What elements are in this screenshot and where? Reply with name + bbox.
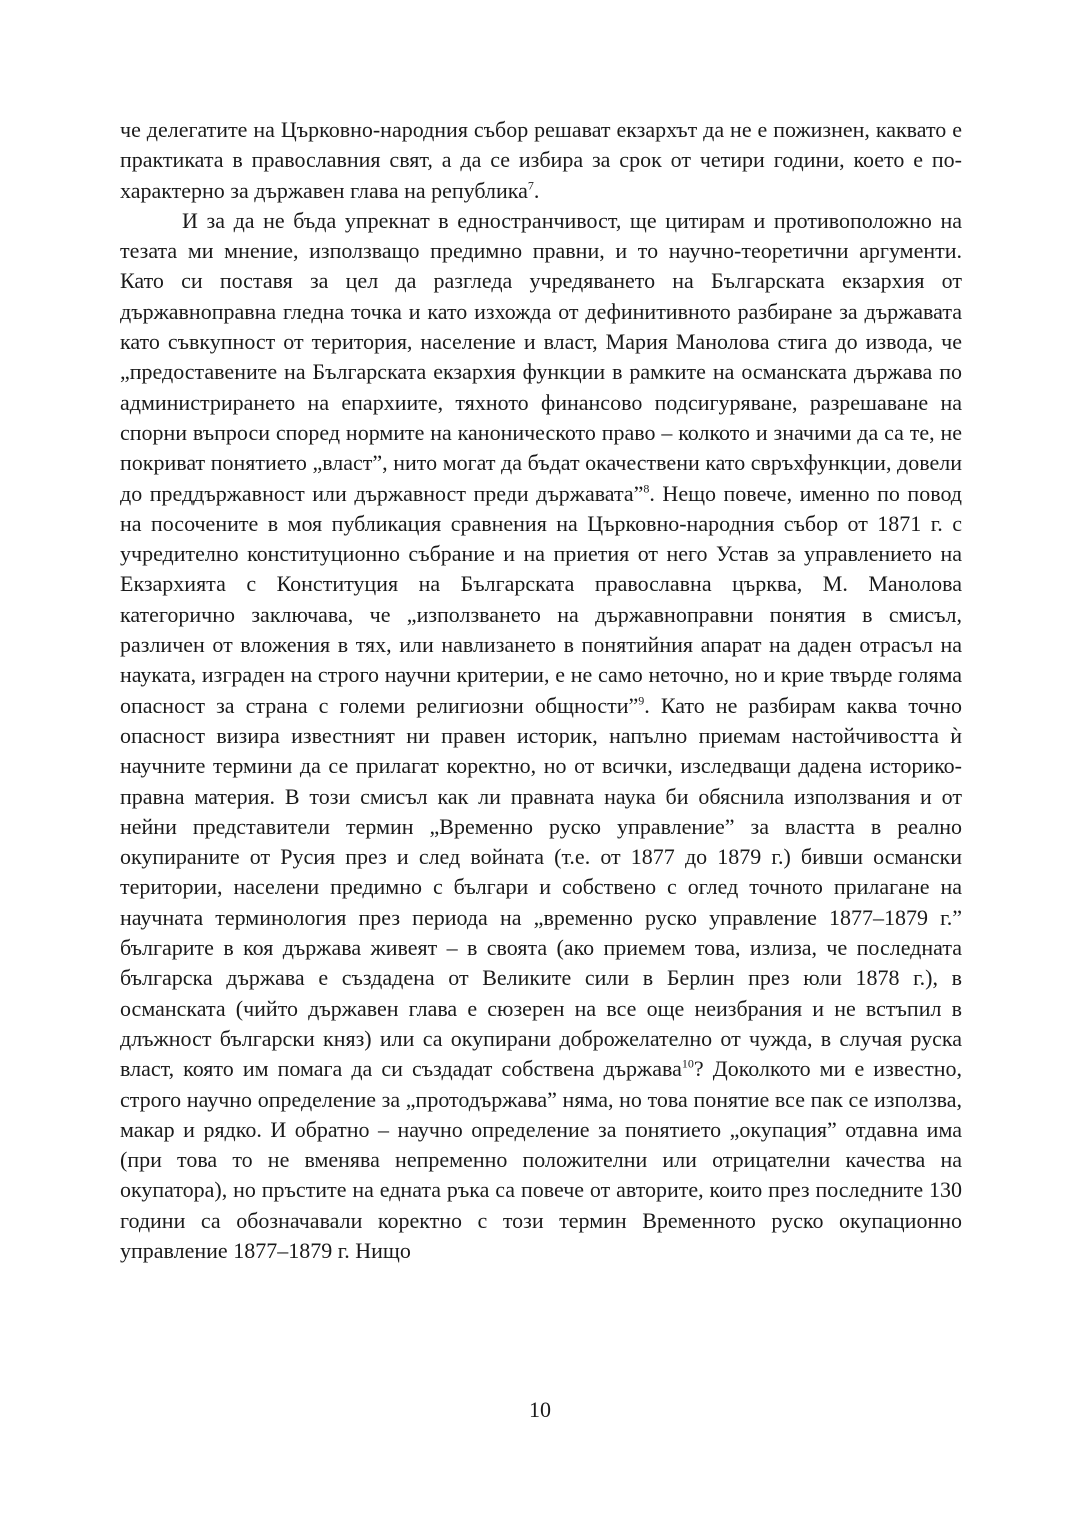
- paragraph-2-text-2: . Нещо повече, именно по повод на посочените в моя публикация сравнения на Църковно-народния събор от 1871 г. с учредително конституционно събрание и на приетия от него Устав за управлението на Екзархията с Конституция на Българската православна църква, М. Манолова категорично заключава, че „използването на държавноправни понятия в смисъл, различен от вложения в тях, или навлизането в понятийния апарат на даден отрасъл на науката, изграден на строго научни критерии, е не само неточно, но и крие твърде голяма опасност за страна с големи религиозни общности”: [120, 480, 962, 718]
- paragraph-2-text-3: . Като не разбирам каква точно опасност визира известният ни правен историк, напълно приемам настойчивостта ѝ научните термини да се прилагат коректно, но от всички, изследващи дадена историко-правна материя. В този смисъл как ли правната наука би обяснила използвания и от нейни представители термин „Временно руско управление” за властта в реално окупираните от Русия през и след войната (т.е. от 1877 до 1879 г.) бивши османски територии, населени предимно с българи и собствено с оглед точното прилагане на научната терминология през периода на „временно руско управление 1877–1879 г.” българите в коя държава живеят – в своята (ако приемем това, излиза, че последната българска държава е създадена от Великите сили в Берлин през юли 1878 г.), в османската (чийто държавен глава е сюзерен на все още неизбрания и не встъпил в длъжност български княз) или са окупирани доброжелателно от чужда, в случая руска власт, която им помага да си създадат собствена държава: [120, 692, 962, 1082]
- footnote-ref-9[interactable]: 9: [638, 693, 645, 708]
- paragraph-2-text-4: ? Доколкото ми е известно, строго научно определение за „протодържава” няма, но това понятие все пак се използва, макар и рядко. И обратно – научно определение за понятието „окупация” отдавна има (при това то не вменява непременно положителни или отрицателни качества на окупатора), но пръстите на едната ръка са повече от авторите, които през последните 130 години са обозначавали коректно с този термин Временното руско окупационно управление 1877–1879 г. Нищо: [120, 1056, 962, 1263]
- page-number: 10: [529, 1397, 551, 1422]
- paragraph-1-text-2: .: [533, 177, 540, 203]
- paragraph-2: [120, 206, 962, 1266]
- footnote-ref-8[interactable]: 8: [643, 481, 650, 496]
- paragraph-1-text-1: че делегатите на Църковно-народния събор решават екзархът да не е пожизнен, каквато е практиката в православния свят, а да се избира за срок от четири години, което е по-характерно за държавен глава на република: [120, 117, 962, 203]
- footnote-ref-10[interactable]: 10: [681, 1056, 694, 1071]
- footnote-ref-7[interactable]: 7: [527, 178, 534, 193]
- paragraph-2-text-1: И за да не бъда упрекнат в едностранчивост, ще цитирам и противоположно на тезата ми мнение, използващо предимно правни, и то научно-теоретични аргументи. Като си поставя за цел да разгледа учредяването на Българската екзархия от държавноправна гледна точка и като изхожда от дефинитивното разбиране за държавата като съвкупност от територия, население и власт, Мария Манолова стига до извода, че „предоставените на Българската екзархия функции в рамките на османската държава по администрирането на епархиите, тяхното финансово подсигуряване, разрешаване на спорни въпроси според нормите на каноническото право – колкото и значими да са те, не покриват понятието „власт”, нито могат да бъдат окачествени като свръхфункции, довели до преддържавност или държавност преди държавата”: [120, 207, 962, 506]
- page-body: [120, 115, 962, 1266]
- paragraph-1: [120, 115, 962, 206]
